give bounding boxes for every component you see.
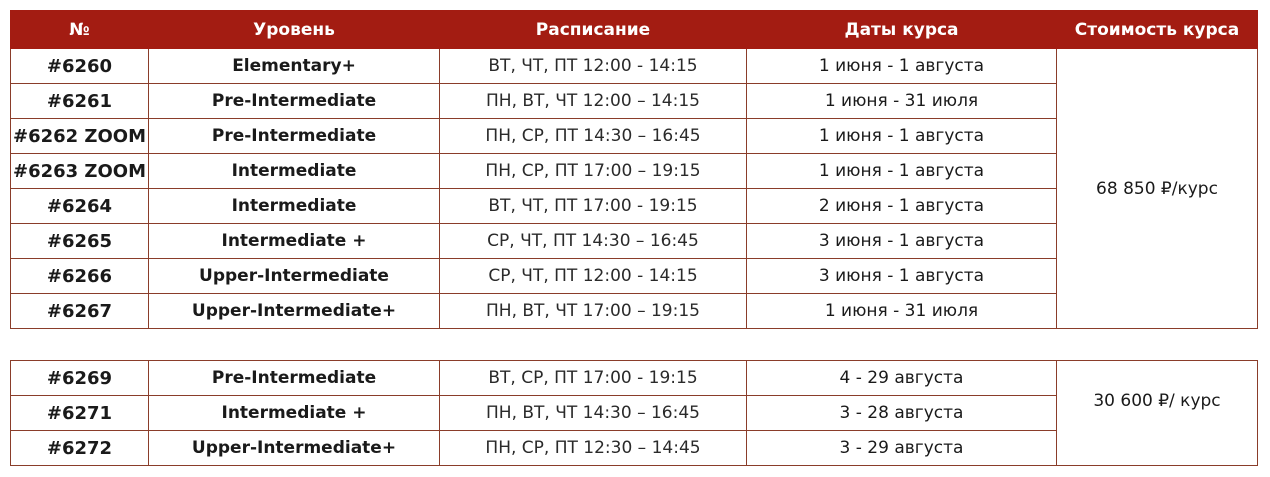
table-header-row (11, 11, 1258, 49)
schedule-cell: ВТ, СР, ПТ 17:00 - 19:15 (440, 361, 747, 396)
table-body-august (11, 361, 1258, 466)
level-cell: Intermediate + (149, 224, 440, 259)
table-row (11, 49, 1258, 84)
schedule-cell: ПН, ВТ, ЧТ 17:00 – 19:15 (440, 294, 747, 329)
course-code-cell: #6267 (11, 294, 149, 329)
schedule-table-august (10, 360, 1258, 466)
table-row (11, 361, 1258, 396)
dates-cell: 1 июня - 1 августа (747, 119, 1057, 154)
dates-cell: 1 июня - 31 июля (747, 294, 1057, 329)
level-cell: Upper-Intermediate+ (149, 294, 440, 329)
header-level: Уровень (149, 11, 440, 49)
course-code-cell: #6263 ZOOM (11, 154, 149, 189)
schedule-table-main (10, 10, 1258, 329)
dates-cell: 3 - 29 августа (747, 431, 1057, 466)
level-cell: Pre-Intermediate (149, 84, 440, 119)
dates-cell: 2 июня - 1 августа (747, 189, 1057, 224)
course-code-cell: #6261 (11, 84, 149, 119)
course-code-cell: #6264 (11, 189, 149, 224)
level-cell: Pre-Intermediate (149, 119, 440, 154)
dates-cell: 1 июня - 1 августа (747, 49, 1057, 84)
level-cell: Upper-Intermediate+ (149, 431, 440, 466)
schedule-cell: ПН, СР, ПТ 17:00 – 19:15 (440, 154, 747, 189)
dates-cell: 3 июня - 1 августа (747, 224, 1057, 259)
schedule-cell: ПН, СР, ПТ 12:30 – 14:45 (440, 431, 747, 466)
course-code-cell: #6265 (11, 224, 149, 259)
schedule-cell: СР, ЧТ, ПТ 12:00 - 14:15 (440, 259, 747, 294)
price-cell: 30 600 ₽/ курс (1057, 361, 1258, 466)
dates-cell: 1 июня - 1 августа (747, 154, 1057, 189)
dates-cell: 4 - 29 августа (747, 361, 1057, 396)
schedule-cell: ПН, ВТ, ЧТ 14:30 – 16:45 (440, 396, 747, 431)
level-cell: Intermediate (149, 189, 440, 224)
header-number: № (11, 11, 149, 49)
header-schedule: Расписание (440, 11, 747, 49)
level-cell: Intermediate (149, 154, 440, 189)
header-price: Стоимость курса (1057, 11, 1258, 49)
course-code-cell: #6260 (11, 49, 149, 84)
course-code-cell: #6262 ZOOM (11, 119, 149, 154)
level-cell: Pre-Intermediate (149, 361, 440, 396)
header-dates: Даты курса (747, 11, 1057, 49)
level-cell: Intermediate + (149, 396, 440, 431)
dates-cell: 3 июня - 1 августа (747, 259, 1057, 294)
level-cell: Upper-Intermediate (149, 259, 440, 294)
schedule-cell: ПН, ВТ, ЧТ 12:00 – 14:15 (440, 84, 747, 119)
level-cell: Elementary+ (149, 49, 440, 84)
table-body-main (11, 49, 1258, 329)
schedule-cell: ВТ, ЧТ, ПТ 17:00 - 19:15 (440, 189, 747, 224)
course-code-cell: #6269 (11, 361, 149, 396)
schedule-cell: ВТ, ЧТ, ПТ 12:00 - 14:15 (440, 49, 747, 84)
course-code-cell: #6271 (11, 396, 149, 431)
dates-cell: 1 июня - 31 июля (747, 84, 1057, 119)
price-cell: 68 850 ₽/курс (1057, 49, 1258, 329)
schedule-cell: ПН, СР, ПТ 14:30 – 16:45 (440, 119, 747, 154)
dates-cell: 3 - 28 августа (747, 396, 1057, 431)
course-code-cell: #6272 (11, 431, 149, 466)
course-code-cell: #6266 (11, 259, 149, 294)
schedule-cell: СР, ЧТ, ПТ 14:30 – 16:45 (440, 224, 747, 259)
